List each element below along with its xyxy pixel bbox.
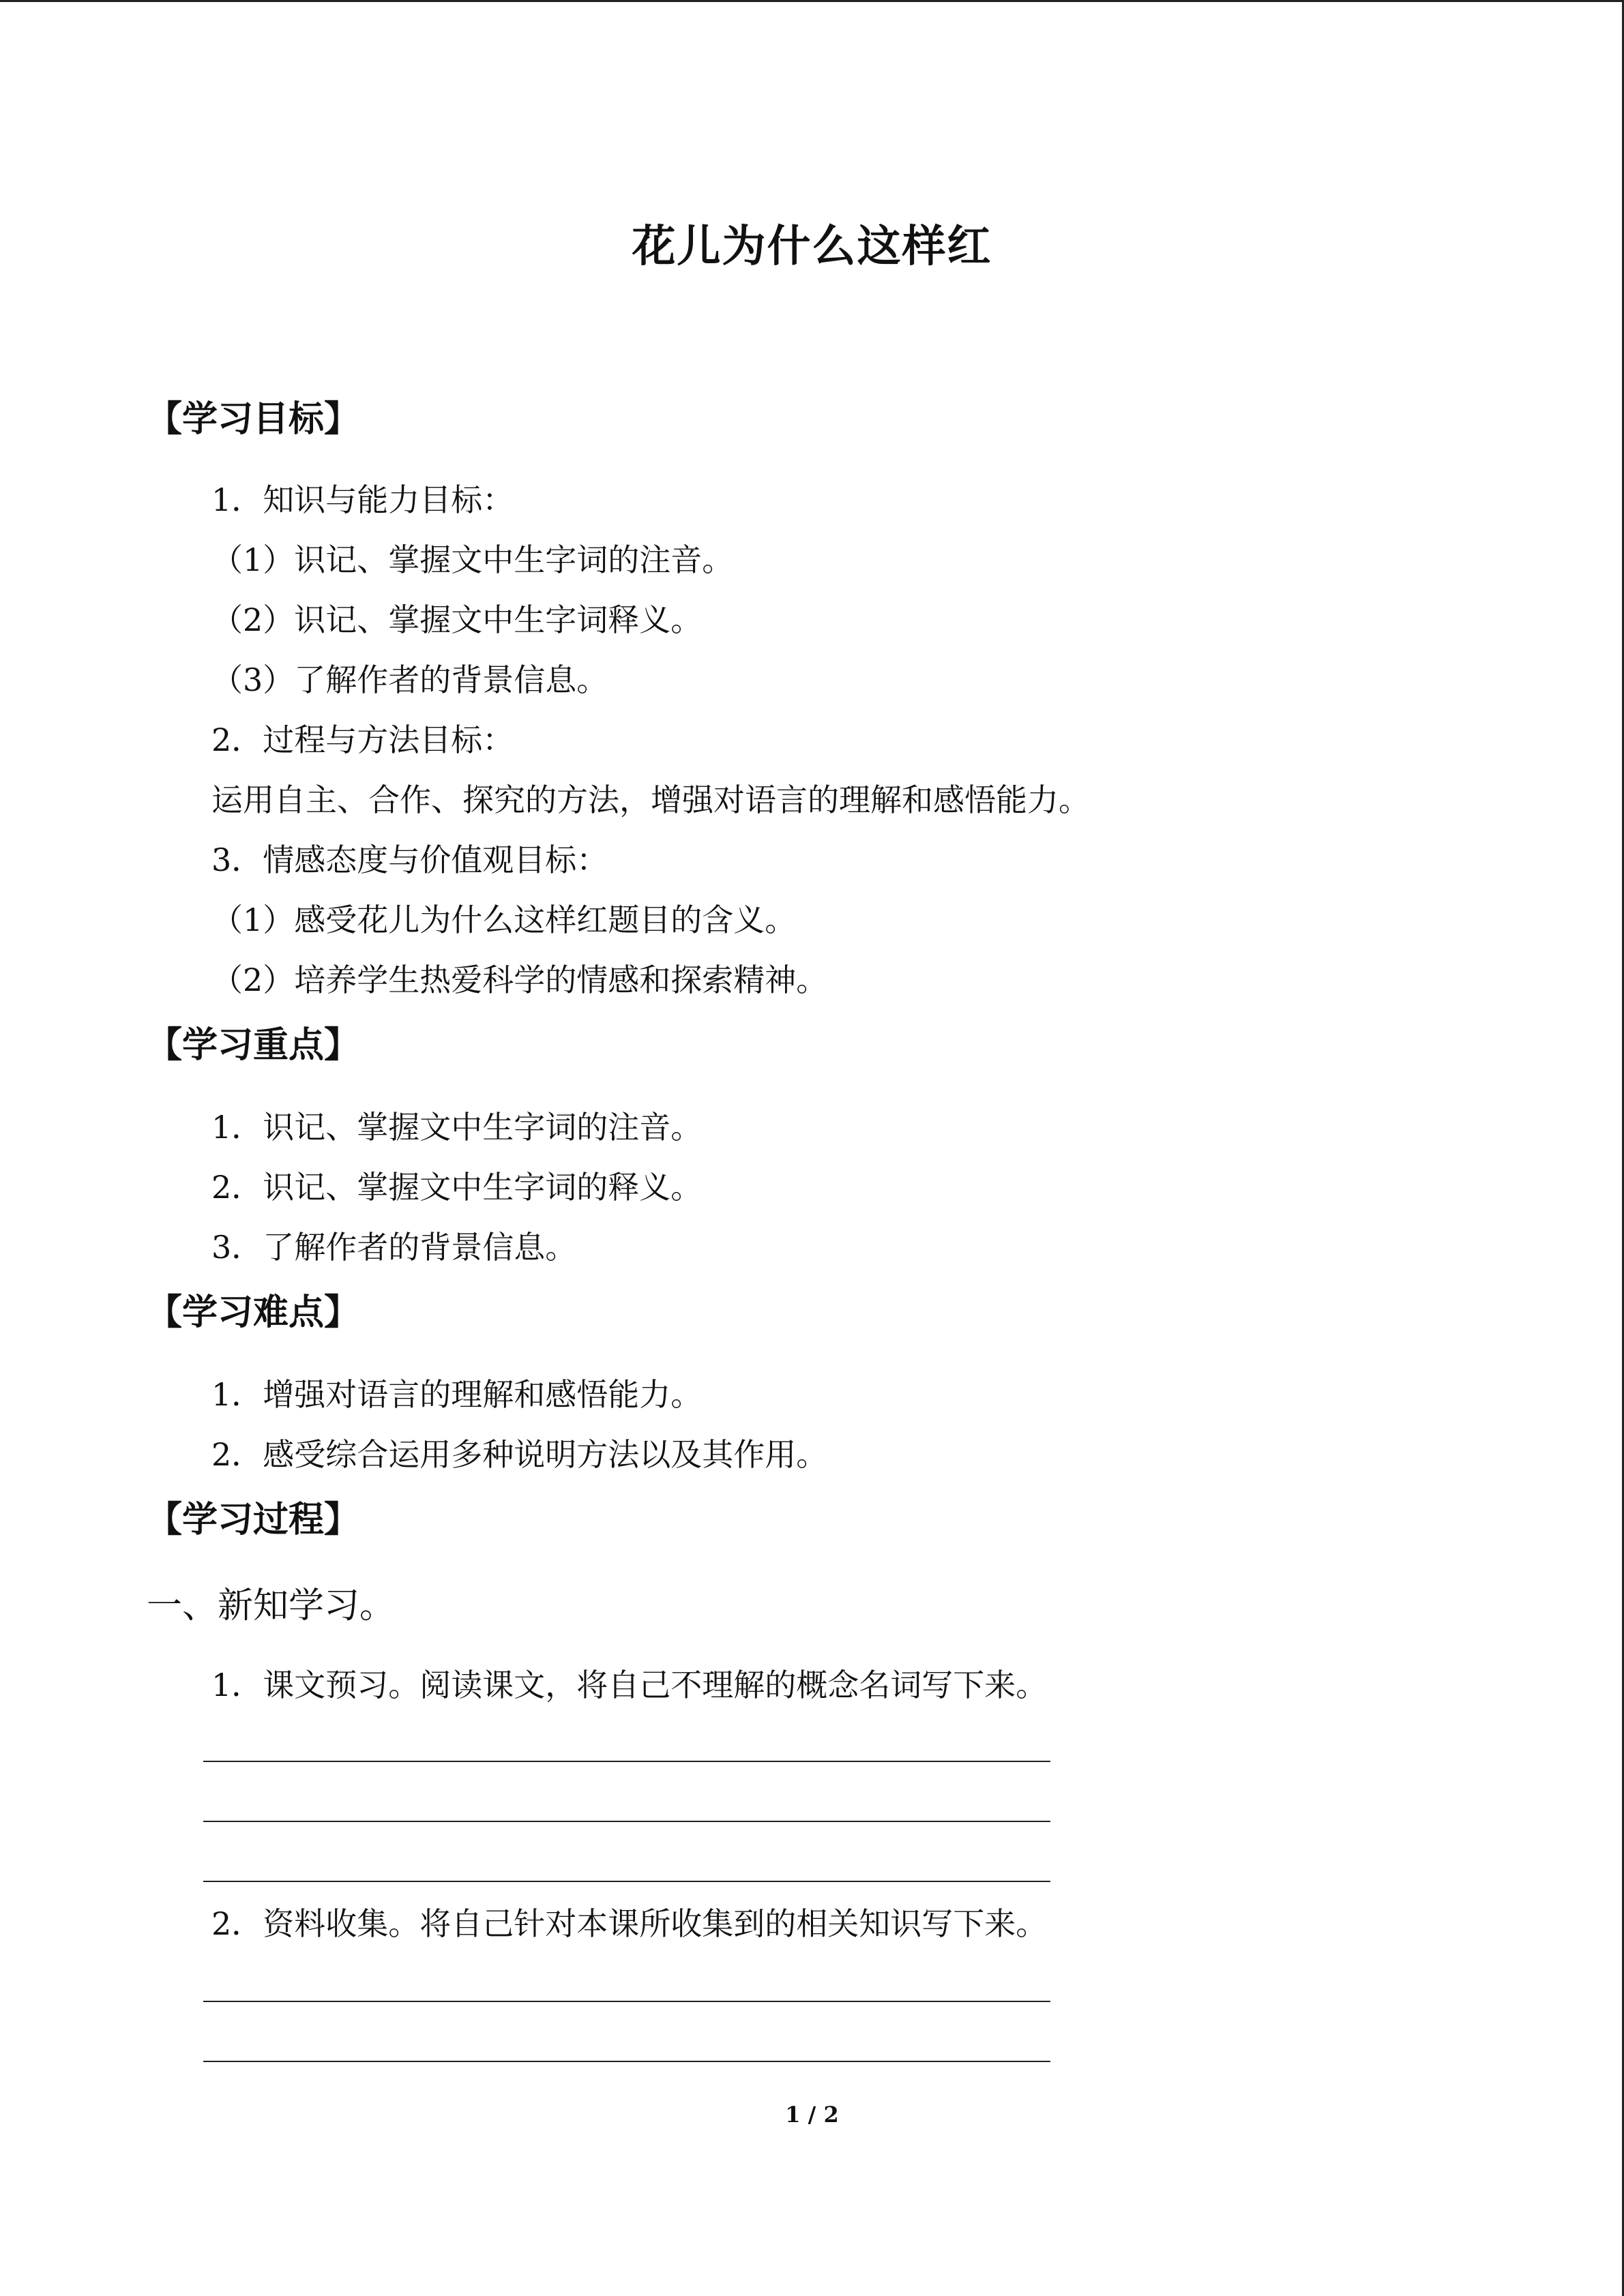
answer-line[interactable] — [203, 1881, 1050, 1882]
key-points-heading: 【学习重点】 — [147, 1024, 360, 1066]
key-point-item: 1．识记、掌握文中生字词的注音。 — [211, 1109, 703, 1146]
difficulty-item: 2．感受综合运用多种说明方法以及其作用。 — [211, 1436, 828, 1473]
document-title: 花儿为什么这样红 — [632, 221, 992, 272]
objective-item: （1）识记、掌握文中生字词的注音。 — [211, 541, 734, 578]
objectives-heading: 【学习目标】 — [147, 398, 360, 440]
key-point-item: 2．识记、掌握文中生字词的释义。 — [211, 1169, 703, 1206]
objective-item: （3）了解作者的背景信息。 — [211, 661, 608, 698]
objective-item: （1）感受花儿为什么这样红题目的含义。 — [211, 901, 797, 938]
objective-item: 2．过程与方法目标： — [211, 721, 514, 758]
objective-item: 3．情感态度与价值观目标： — [211, 841, 608, 878]
difficulty-item: 1．增强对语言的理解和感悟能力。 — [211, 1376, 703, 1413]
task-preview: 1．课文预习。阅读课文，将自己不理解的概念名词写下来。 — [211, 1667, 1048, 1703]
objective-item: （2）培养学生热爱科学的情感和探索精神。 — [211, 961, 828, 998]
page-number: 1 / 2 — [785, 2102, 839, 2128]
key-point-item: 3．了解作者的背景信息。 — [211, 1229, 577, 1266]
answer-line[interactable] — [203, 1821, 1050, 1822]
section-new-knowledge: 一、新知学习。 — [147, 1585, 396, 1626]
task-collect: 2．资料收集。将自己针对本课所收集到的相关知识写下来。 — [211, 1905, 1048, 1942]
objective-item: 1．知识与能力目标： — [211, 481, 514, 518]
answer-line[interactable] — [203, 2001, 1050, 2002]
answer-line[interactable] — [203, 1761, 1050, 1762]
objective-item: （2）识记、掌握文中生字词释义。 — [211, 601, 703, 638]
objective-item: 运用自主、合作、探究的方法，增强对语言的理解和感悟能力。 — [211, 781, 1090, 818]
answer-line[interactable] — [203, 2061, 1050, 2062]
difficulties-heading: 【学习难点】 — [147, 1292, 360, 1333]
process-heading: 【学习过程】 — [147, 1499, 360, 1540]
page-border-top — [0, 0, 1624, 2]
